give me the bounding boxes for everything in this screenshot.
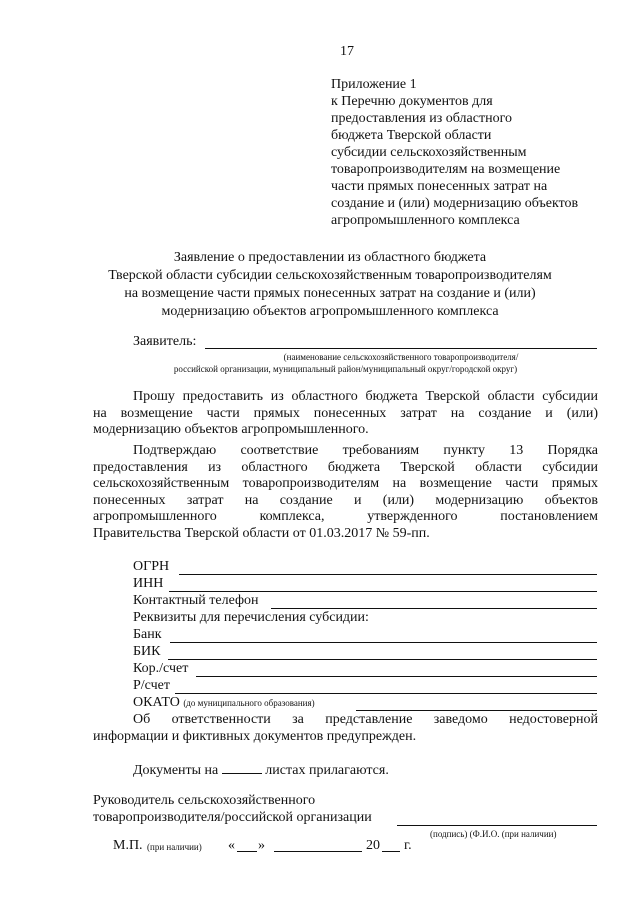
date-day-field[interactable] <box>237 851 257 852</box>
stamp-mp: М.П. <box>113 838 143 853</box>
date-year-field[interactable] <box>382 851 400 852</box>
page-number: 17 <box>340 44 354 59</box>
inn-field[interactable] <box>169 591 597 592</box>
appendix-line: агропромышленного комплекса <box>331 213 520 228</box>
document-title <box>80 249 580 321</box>
appendix-line: субсидии сельскохозяйственным <box>331 145 527 160</box>
applicant-field[interactable] <box>205 348 597 349</box>
okato-field[interactable] <box>356 710 597 711</box>
kor-field[interactable] <box>196 676 597 677</box>
title-line: Тверской области субсидии сельскохозяйственным товаропроизводителям <box>108 268 552 283</box>
date-quote-open: « <box>228 838 235 853</box>
appendix-block <box>331 76 578 229</box>
bank-label: Банк <box>133 627 162 642</box>
documents-line <box>133 762 389 779</box>
ogrn-label: ОГРН <box>133 559 170 574</box>
responsibility-line: Об ответственности за представление заведомо недостоверной <box>133 712 598 727</box>
signature-hint: (подпись) (Ф.И.О. (при наличии) <box>430 829 557 839</box>
kor-label: Кор./счет <box>133 661 189 676</box>
bik-field[interactable] <box>168 659 597 660</box>
applicant-hint-1: (наименование сельскохозяйственного товаропроизводителя/ <box>283 352 519 362</box>
okato-label <box>133 695 315 711</box>
request-line: Прошу предоставить из областного бюджета Тверской области субсидии <box>133 389 598 404</box>
bank-field[interactable] <box>170 642 597 643</box>
request-line: на возмещение части прямых понесенных затрат на создание и (или) <box>93 405 598 421</box>
title-line: Заявление о предоставлении из областного бюджета <box>173 250 487 265</box>
phone-label: Контактный телефон <box>133 593 259 608</box>
stamp-mp-hint: (при наличии) <box>147 842 202 852</box>
documents-suffix: листах прилагаются. <box>265 763 389 778</box>
appendix-line: части прямых понесенных затрат на <box>331 179 548 194</box>
confirm-line: Подтверждаю соответствие требованиям пункту 13 Порядка <box>133 443 598 458</box>
confirm-line: понесенных затрат на создание и (или) модернизацию объектов <box>93 492 598 508</box>
signature-line-1: Руководитель сельскохозяйственного <box>93 793 316 808</box>
title-line: на возмещение части прямых понесенных затрат на создание и (или) <box>124 286 536 301</box>
inn-label: ИНН <box>133 576 164 591</box>
rs-field[interactable] <box>175 693 597 694</box>
confirm-line: агропромышленного комплекса, утвержденного постановлением <box>93 509 598 524</box>
phone-field[interactable] <box>271 608 597 609</box>
appendix-line: к Перечню документов для <box>331 94 493 109</box>
appendix-line: предоставления из областного <box>331 111 512 126</box>
appendix-line: товаропроизводителям на возмещение <box>331 162 561 177</box>
signature-field[interactable] <box>397 825 597 826</box>
signature-line-2: товаропроизводителя/российской организации <box>93 810 372 825</box>
rs-label: Р/счет <box>133 678 170 693</box>
ogrn-field[interactable] <box>179 574 597 575</box>
appendix-line: Приложение 1 <box>331 77 417 92</box>
date-year-suffix: г. <box>404 838 412 853</box>
bik-label: БИК <box>133 644 161 659</box>
applicant-label: Заявитель: <box>133 334 197 349</box>
responsibility-paragraph <box>93 712 598 745</box>
request-line: модернизацию объектов агропромышленного. <box>93 422 369 437</box>
request-paragraph <box>93 389 598 439</box>
confirm-line: Правительства Тверской области от 01.03.2017 № 59-пп. <box>93 525 430 541</box>
okato-text: ОКАТО <box>133 695 180 710</box>
confirm-paragraph <box>93 443 598 542</box>
appendix-line: бюджета Тверской области <box>331 128 492 143</box>
confirm-line: предоставления из областного бюджета Тверской области субсидии <box>93 459 598 475</box>
applicant-hint-2: российской организации, муниципальный район/муниципальный округ/городской округ) <box>173 364 518 374</box>
requisites-label: Реквизиты для перечисления субсидии: <box>133 610 369 625</box>
documents-prefix: Документы на <box>133 763 219 778</box>
confirm-line: сельскохозяйственным товаропроизводителям на возмещение части прямых <box>93 476 598 491</box>
date-month-field[interactable] <box>274 851 362 852</box>
documents-count-field[interactable] <box>222 762 262 774</box>
okato-hint: (до муниципального образования) <box>183 698 315 708</box>
title-line: модернизацию объектов агропромышленного комплекса <box>161 304 499 319</box>
responsibility-line: информации и фиктивных документов предупрежден. <box>93 728 417 744</box>
appendix-line: создание и (или) модернизацию объектов <box>331 196 579 211</box>
date-quote-close: » <box>258 838 265 853</box>
date-year-prefix: 20 <box>366 838 380 853</box>
